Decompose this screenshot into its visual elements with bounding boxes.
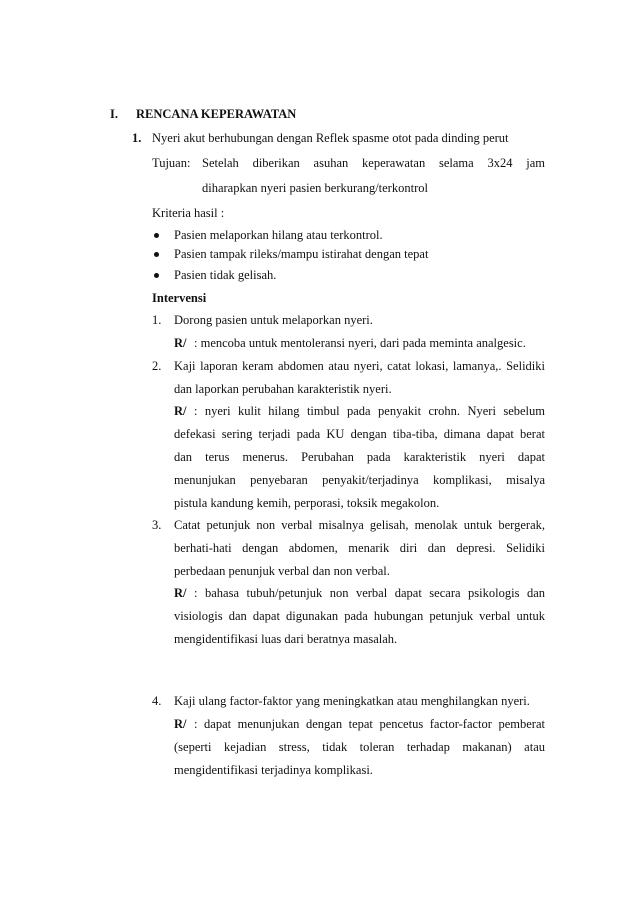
rationale-line: defekasi sering terjadi pada KU dengan tiba-tiba, dimana dapat berat — [174, 427, 545, 441]
intervensi-number: 1. — [152, 313, 162, 327]
kriteria-title: Kriteria hasil : — [152, 206, 225, 220]
bullet-icon — [154, 233, 159, 238]
intervensi-line: berhati-hati dengan abdomen, menarik diri dan depresi. Selidiki — [174, 541, 545, 555]
intervensi-line: Catat petunjuk non verbal misalnya gelisah, menolak untuk bergerak, — [174, 518, 545, 532]
bullet-icon — [154, 252, 159, 257]
intervensi-line: Kaji laporan keram abdomen atau nyeri, catat lokasi, lamanya,. Selidiki — [174, 359, 545, 373]
diagnosis-number: 1. — [132, 131, 142, 145]
intervensi-line: dan laporkan perubahan karakteristik nyeri. — [174, 382, 392, 396]
intervensi-title: Intervensi — [152, 291, 207, 305]
kriteria-item: Pasien tidak gelisah. — [174, 268, 277, 282]
diagnosis-text: Nyeri akut berhubungan dengan Reflek spasme otot pada dinding perut — [152, 131, 509, 145]
tujuan-label: Tujuan: — [152, 156, 191, 170]
rationale-line: : dapat menunjukan dengan tepat pencetus factor-factor pemberat — [194, 717, 545, 731]
tujuan-line-2: diharapkan nyeri pasien berkurang/terkontrol — [202, 181, 428, 195]
rationale-line: menunjukan penyebaran penyakit/terjadinya komplikasi, misalya — [174, 473, 545, 487]
kriteria-item: Pasien tampak rileks/mampu istirahat dengan tepat — [174, 247, 429, 261]
rationale-label: R/ — [174, 717, 187, 731]
intervensi-number: 3. — [152, 518, 162, 532]
section-title: RENCANA KEPERAWATAN — [136, 107, 297, 121]
rationale-label: R/ — [174, 404, 187, 418]
kriteria-item: Pasien melaporkan hilang atau terkontrol. — [174, 228, 383, 242]
bullet-icon — [154, 273, 159, 278]
rationale-line: dan terus menerus. Perubahan pada karakteristik nyeri dapat — [174, 450, 545, 464]
rationale-line: mengidentifikasi luas dari beratnya masalah. — [174, 632, 398, 646]
rationale-line: mengidentifikasi terjadinya komplikasi. — [174, 763, 373, 777]
rationale-line: : mencoba untuk mentoleransi nyeri, dari pada meminta analgesic. — [194, 336, 526, 350]
intervensi-line: Dorong pasien untuk melaporkan nyeri. — [174, 313, 373, 327]
rationale-line: (seperti kejadian stress, tidak toleran terhadap makanan) atau — [174, 740, 545, 754]
section-number: I. — [110, 107, 118, 121]
intervensi-line: Kaji ulang factor-faktor yang meningkatkan atau menghilangkan nyeri. — [174, 694, 530, 708]
intervensi-number: 2. — [152, 359, 162, 373]
intervensi-number: 4. — [152, 694, 162, 708]
rationale-line: visiologis dan dapat digunakan pada hubungan petunjuk verbal untuk — [174, 609, 545, 623]
tujuan-line-1: Setelah diberikan asuhan keperawatan selama 3x24 jam — [202, 156, 545, 170]
rationale-line: pistula kandung kemih, perporasi, toksik megakolon. — [174, 496, 440, 510]
rationale-line: : nyeri kulit hilang timbul pada penyakit crohn. Nyeri sebelum — [194, 404, 545, 418]
rationale-label: R/ — [174, 336, 187, 350]
rationale-line: : bahasa tubuh/petunjuk non verbal dapat secara psikologis dan — [194, 586, 545, 600]
rationale-label: R/ — [174, 586, 187, 600]
intervensi-line: perbedaan penunjuk verbal dan non verbal. — [174, 564, 390, 578]
